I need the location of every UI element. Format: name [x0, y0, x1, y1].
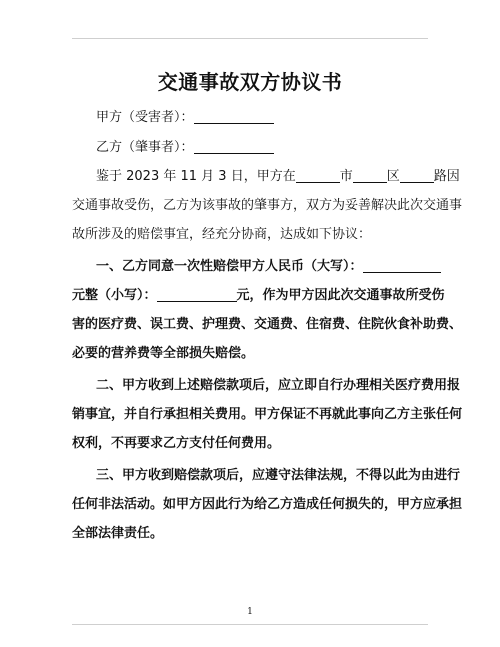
party-b-label: 乙方（肇事者）： — [96, 140, 194, 155]
intro-date-text: 鉴于 2023 年 11 月 3 日，甲方在 — [96, 169, 296, 184]
amount-figure-label: 元整（小写）： — [72, 288, 157, 303]
intro-line-3: 故所涉及的赔偿事宜，经充分协商，达成如下协议： — [72, 227, 372, 242]
road-blank[interactable] — [400, 168, 434, 183]
party-a-blank[interactable] — [194, 109, 274, 124]
party-a-label: 甲方（受害者）： — [96, 110, 194, 125]
clause2-line-2: 销事宜，并自行承担相关费用。甲方保证不再就此事向乙方主张任何 — [72, 407, 463, 422]
city-blank[interactable] — [296, 168, 340, 183]
clause1-line-3: 害的医疗费、误工费、护理费、交通费、住宿费、住院伙食补助费、 — [72, 317, 463, 332]
party-b-blank[interactable] — [194, 139, 274, 154]
page-number: 1 — [247, 607, 253, 617]
amount-figure-blank[interactable] — [157, 287, 237, 302]
clause1-line-1 — [96, 257, 441, 277]
clause2-line-3: 权利，不再要求乙方支付任何费用。 — [72, 436, 281, 451]
clause3-line-1: 三、甲方收到赔偿款项后，应遵守法律法规，不得以此为由进行 — [96, 468, 461, 483]
clause3-line-2: 任何非法活动。如甲方因此行为给乙方造成任何损失的，甲方应承担 — [72, 497, 463, 512]
intro-line-1 — [96, 167, 460, 187]
district-blank[interactable] — [353, 168, 387, 183]
clause1-line-2 — [72, 286, 445, 306]
amount-words-blank[interactable] — [363, 258, 441, 273]
city-label: 市 — [339, 169, 353, 184]
header-rule — [72, 38, 428, 39]
party-a-line — [96, 108, 274, 128]
party-b-line — [96, 138, 274, 158]
road-label: 路因 — [433, 169, 460, 184]
document-title: 交通事故双方协议书 — [157, 70, 343, 94]
clause1-text: 一、乙方同意一次性赔偿甲方人民币（大写）： — [96, 259, 363, 274]
clause3-line-3: 全部法律责任。 — [72, 526, 164, 541]
intro-line-2: 交通事故受伤，乙方为该事故的肇事方，双方为妥善解决此次交通事 — [72, 198, 463, 213]
clause1-line-4: 必要的营养费等全部损失赔偿。 — [72, 346, 255, 361]
district-label: 区 — [386, 169, 400, 184]
footer-rule — [72, 624, 428, 625]
clause2-line-1: 二、甲方收到上述赔偿款项后，应立即自行办理相关医疗费用报 — [96, 378, 461, 393]
clause1-cont-text: 元，作为甲方因此次交通事故所受伤 — [236, 288, 445, 303]
